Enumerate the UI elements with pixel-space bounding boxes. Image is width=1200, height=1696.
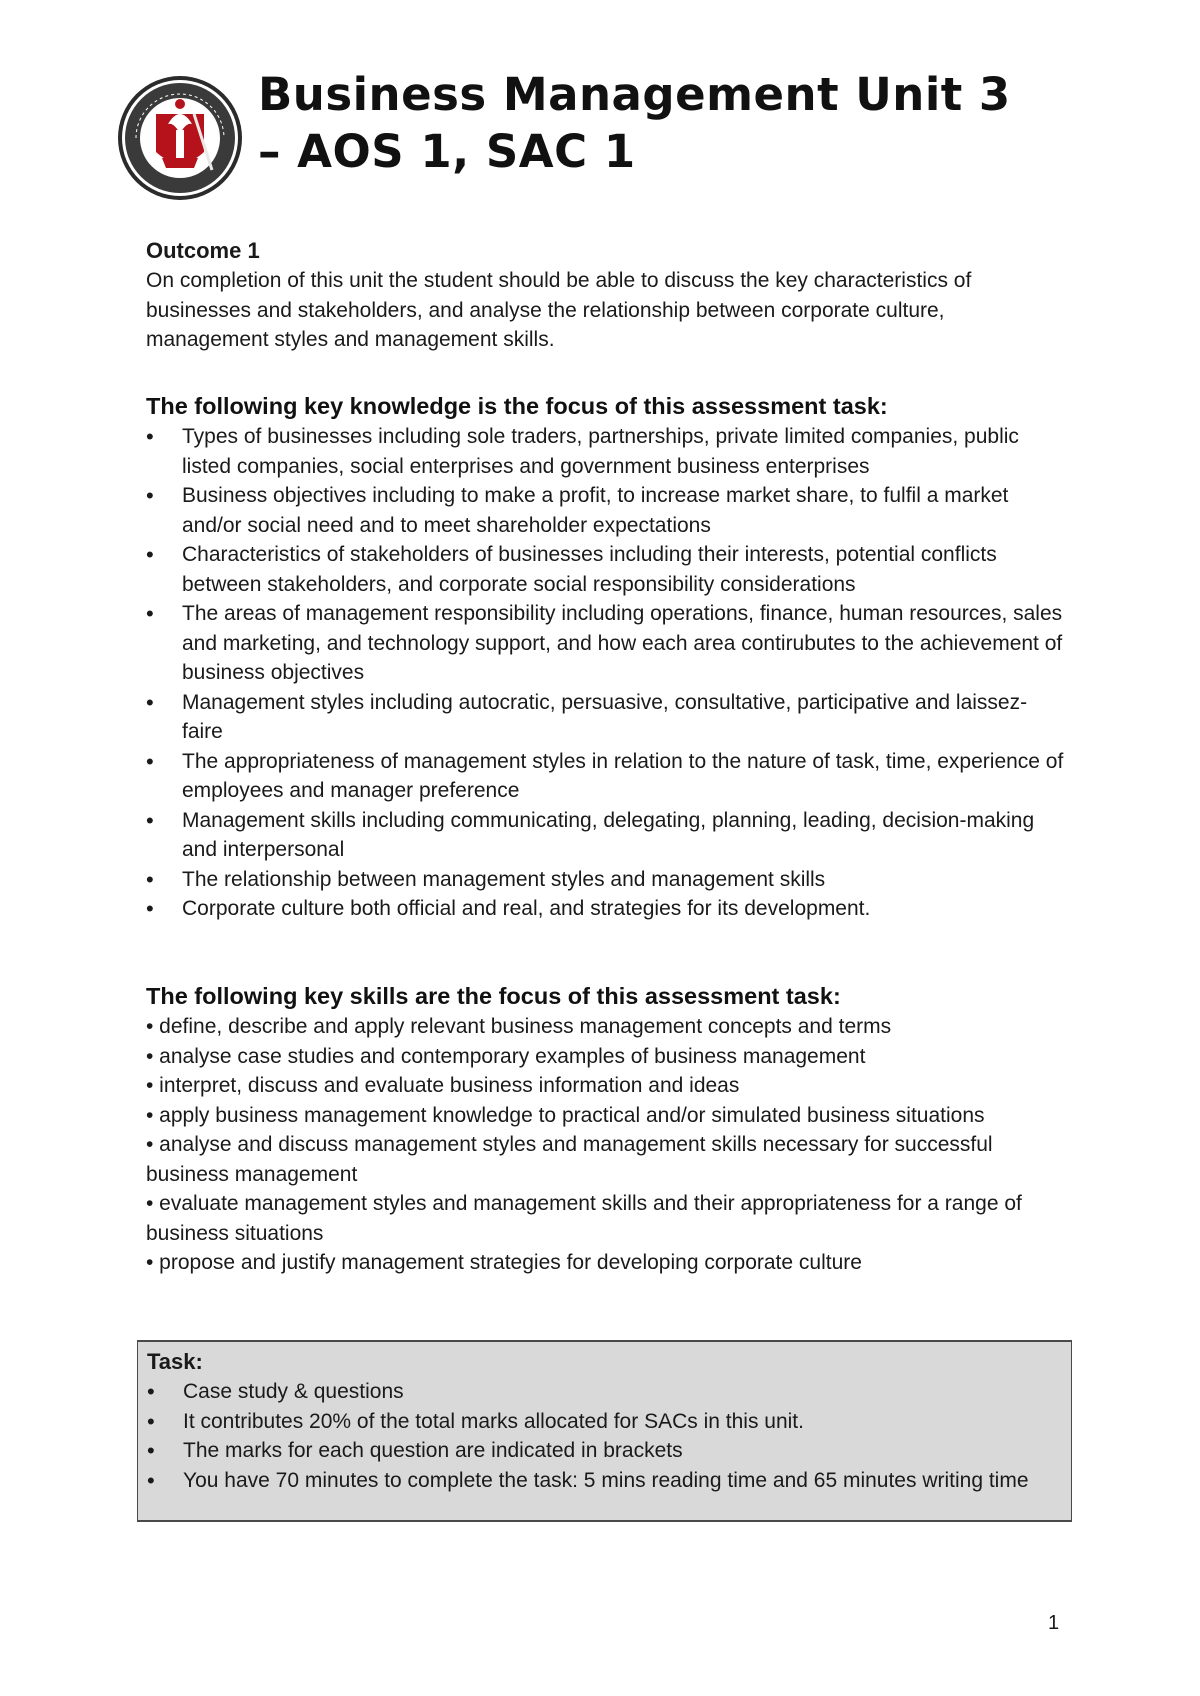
title-line-1: Business Management Unit 3 (258, 68, 1011, 121)
title-line-2: – AOS 1, SAC 1 (258, 125, 636, 178)
skill-item: • evaluate management styles and management skills and their appropriateness for a range of business situations (146, 1192, 1022, 1245)
list-item: • Management skills including communicating, delegating, planning, leading, decision-making and interpersonal (146, 806, 1066, 865)
task-box (137, 1340, 1072, 1522)
document-title (258, 66, 1118, 180)
outcome-heading: Outcome 1 (146, 238, 260, 263)
skill-item: • analyse case studies and contemporary examples of business management (146, 1044, 866, 1068)
list-item: • The marks for each question are indicated in brackets (147, 1436, 1061, 1466)
key-skills-heading: The following key skills are the focus of this assessment task: (146, 983, 841, 1009)
outcome-text: On completion of this unit the student should be able to discuss the key characteristics of businesses and stakeholders, and analyse the relationship between corporate culture, management styles and management skills. (146, 269, 972, 351)
list-item: • Management styles including autocratic, persuasive, consultative, participative and laissez-faire (146, 688, 1066, 747)
list-item: • The relationship between management styles and management skills (146, 865, 1066, 895)
page-number: 1 (1048, 1612, 1060, 1634)
list-item: • You have 70 minutes to complete the task: 5 mins reading time and 65 minutes writing time (147, 1466, 1061, 1496)
key-knowledge-list (146, 422, 1066, 924)
task-list (147, 1377, 1061, 1495)
list-item: • Case study & questions (147, 1377, 1061, 1407)
list-item: • Business objectives including to make a profit, to increase market share, to fulfil a market and/or social need and to meet shareholder expectations (146, 481, 1066, 540)
list-item: • Corporate culture both official and real, and strategies for its development. (146, 894, 1066, 924)
list-item: • Types of businesses including sole traders, partnerships, private limited companies, public listed companies, social enterprises and government business enterprises (146, 422, 1066, 481)
skill-item: • propose and justify management strategies for developing corporate culture (146, 1251, 862, 1274)
task-heading: Task: (147, 1349, 203, 1374)
school-crest-icon (116, 74, 244, 202)
list-item: • The areas of management responsibility including operations, finance, human resources, sales and marketing, and technology support, and how each area contirubutes to the achievement of business objectives (146, 599, 1066, 688)
list-item: • The appropriateness of management styles in relation to the nature of task, time, experience of employees and manager preference (146, 747, 1066, 806)
skill-item: • analyse and discuss management styles and management skills necessary for successful business management (146, 1133, 993, 1186)
list-item: • Characteristics of stakeholders of businesses including their interests, potential conflicts between stakeholders, and corporate social responsibility considerations (146, 540, 1066, 599)
key-skills-section (146, 980, 1066, 1278)
skill-item: • define, describe and apply relevant business management concepts and terms (146, 1015, 892, 1038)
outcome-section (146, 236, 1066, 355)
key-knowledge-section (146, 390, 1066, 924)
skill-item: • interpret, discuss and evaluate business information and ideas (146, 1074, 740, 1097)
list-item: • It contributes 20% of the total marks allocated for SACs in this unit. (147, 1407, 1061, 1437)
key-knowledge-heading: The following key knowledge is the focus of this assessment task: (146, 393, 888, 419)
skill-item: • apply business management knowledge to practical and/or simulated business situations (146, 1103, 985, 1127)
